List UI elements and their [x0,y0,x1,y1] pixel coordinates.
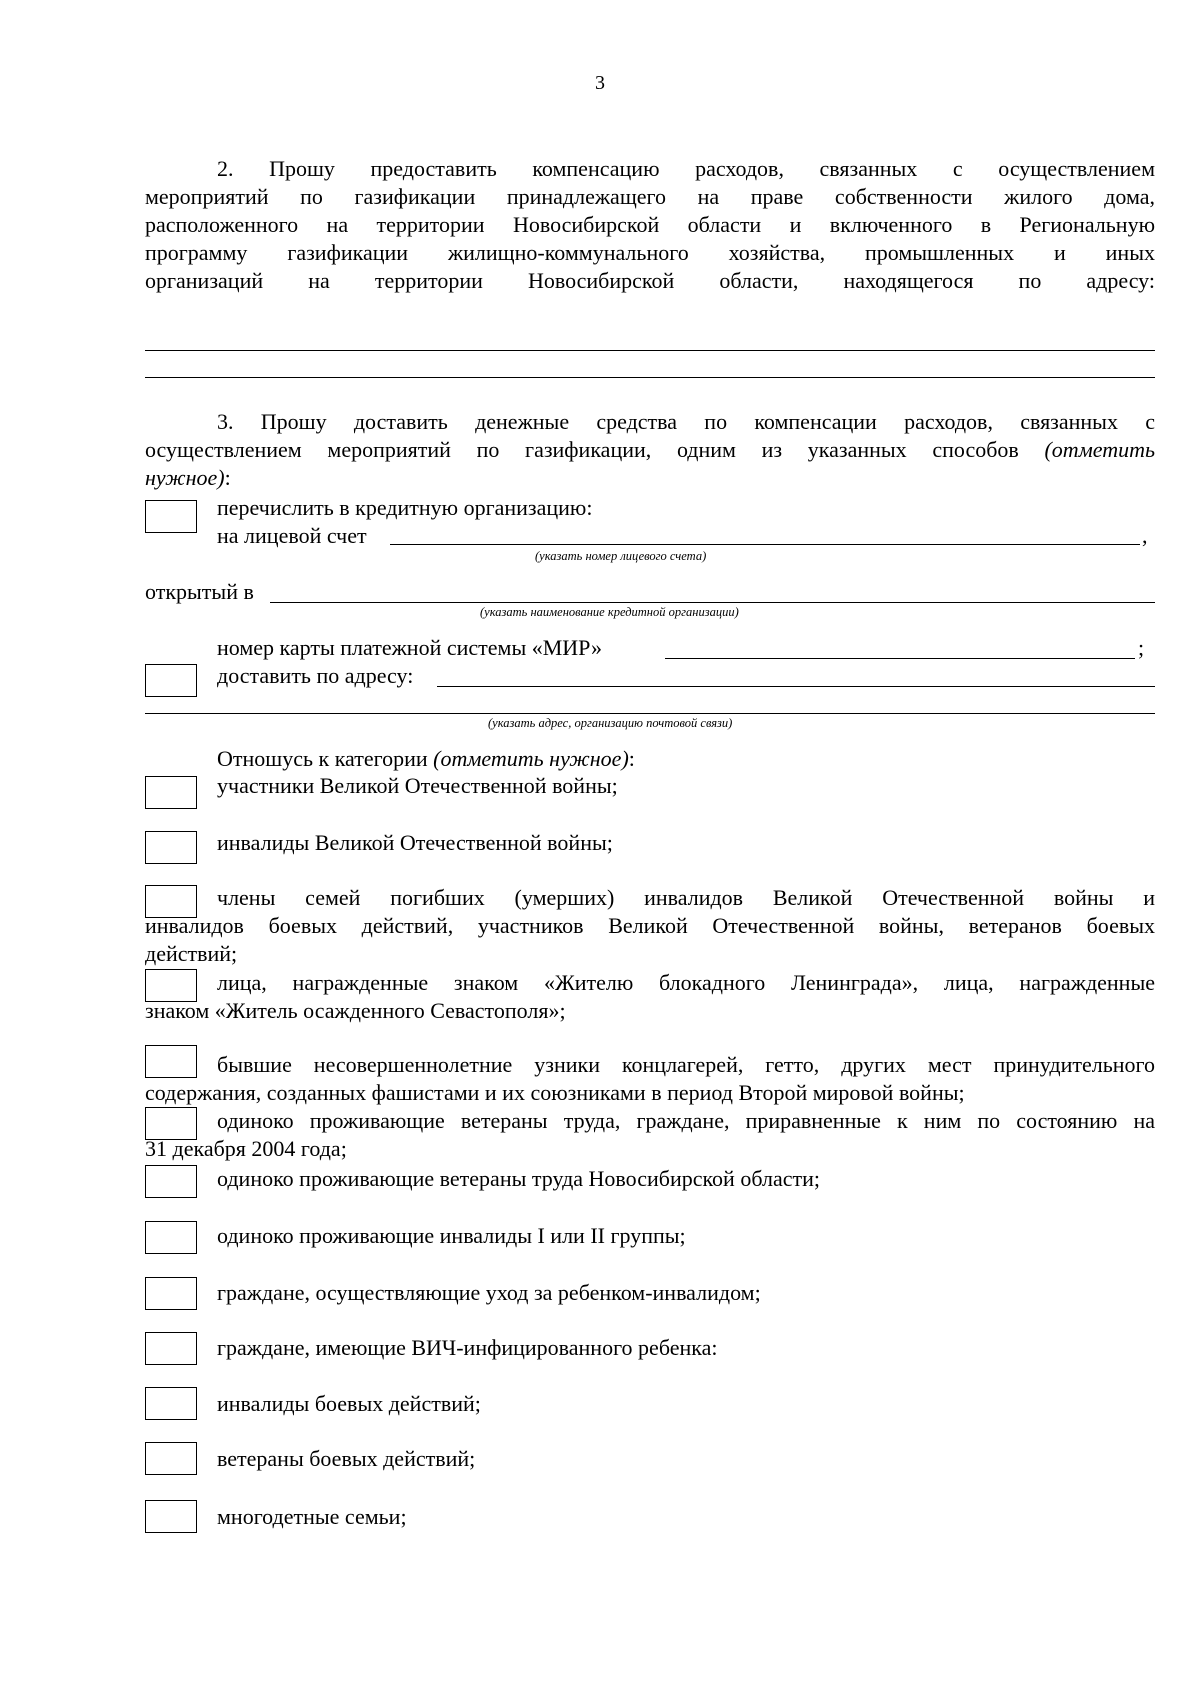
category-item: многодетные семьи; [217,1504,407,1529]
account-number-line[interactable] [390,544,1140,545]
deliver-address-line-1[interactable] [437,686,1155,687]
category-heading-italic: (отметить нужное) [433,746,629,771]
deliver-address-line-2[interactable] [145,713,1155,714]
section-2-line: программу газификации жилищно-коммунального хозяйства, промышленных и иных [145,240,1155,265]
account-label: на лицевой счет [217,523,367,548]
card-number-line[interactable] [665,658,1135,659]
section-2-line: мероприятий по газификации принадлежащего на праве собственности жилого дома, [145,184,1155,209]
category-line: лица, награжденные знаком «Жителю блокадного Ленинграда», лица, награжденные [217,970,1155,995]
category-line: одиноко проживающие ветераны труда, граждане, приравненные к ним по состоянию на [217,1108,1155,1133]
category-checkbox[interactable] [145,1500,197,1533]
section-2-line: расположенного на территории Новосибирской области и включенного в Региональную [145,212,1155,237]
category-line: бывшие несовершеннолетние узники концлагерей, гетто, других мест принудительного [217,1052,1155,1077]
category-line: знаком «Житель осажденного Севастополя»; [145,998,566,1023]
category-heading [217,745,635,773]
section-3-line: 3. Прошу доставить денежные средства по компенсации расходов, связанных с [217,409,1155,434]
category-checkbox[interactable] [145,1332,197,1365]
category-item-multiline [145,969,1155,1025]
section-2-paragraph [145,155,1155,295]
category-line: инвалидов боевых действий, участников Великой Отечественной войны, ветеранов боевых [145,913,1155,938]
card-tail: ; [1138,635,1145,660]
category-item: участники Великой Отечественной войны; [217,773,618,798]
section-3-line [145,464,1155,492]
category-line: содержания, созданных фашистами и их союзниками в период Второй мировой войны; [145,1080,965,1105]
section-3-line [145,436,1155,464]
category-item: одиноко проживающие инвалиды I или II группы; [217,1223,686,1248]
section-3-line2-italic: (отметить [1044,437,1155,462]
category-item: ветераны боевых действий; [217,1446,476,1471]
category-heading-text: Отношусь к категории [217,746,428,771]
category-checkbox[interactable] [145,1221,197,1254]
card-label: номер карты платежной системы «МИР» [217,635,602,660]
section-2-line: организаций на территории Новосибирской области, находящегося по адресу: [145,268,1155,293]
opened-label: открытый в [145,579,254,604]
bank-name-line[interactable] [270,602,1155,603]
category-item: инвалиды Великой Отечественной войны; [217,830,613,855]
section-3-line3-tail: : [224,465,231,490]
category-checkbox[interactable] [145,1165,197,1198]
category-item: одиноко проживающие ветераны труда Новосибирской области; [217,1166,820,1191]
section-3-paragraph [145,408,1155,492]
transfer-checkbox[interactable] [145,500,197,533]
category-line: 31 декабря 2004 года; [145,1136,347,1161]
category-checkbox[interactable] [145,1277,197,1310]
page-number: 3 [595,72,605,94]
address-line-2[interactable] [145,377,1155,378]
section-3-line2-text: осуществлением мероприятий по газификации, одним из указанных способов [145,437,1019,462]
transfer-label: перечислить в кредитную организацию: [217,495,593,520]
address-line-1[interactable] [145,350,1155,351]
deliver-caption: (указать адрес, организацию почтовой связи) [488,716,733,730]
category-item-multiline [145,1051,1155,1107]
deliver-checkbox[interactable] [145,664,197,697]
category-line: действий; [145,941,238,966]
account-caption: (указать номер лицевого счета) [535,549,707,563]
category-item-multiline [145,1107,1155,1163]
category-line: члены семей погибших (умерших) инвалидов Великой Отечественной войны и [217,885,1155,910]
category-item: граждане, имеющие ВИЧ-инфицированного ребенка: [217,1335,718,1360]
section-2-line: 2. Прошу предоставить компенсацию расходов, связанных с осуществлением [217,156,1155,181]
category-checkbox[interactable] [145,1442,197,1475]
bank-caption: (указать наименование кредитной организации) [480,605,739,619]
category-item-multiline [145,884,1155,968]
category-checkbox[interactable] [145,831,197,864]
category-checkbox[interactable] [145,1387,197,1420]
category-checkbox[interactable] [145,776,197,809]
category-item: граждане, осуществляющие уход за ребенком-инвалидом; [217,1280,761,1305]
section-3-line3-italic: нужное) [145,465,225,490]
category-heading-tail: : [628,746,635,771]
deliver-label: доставить по адресу: [217,663,414,688]
account-tail: , [1142,523,1148,548]
category-item: инвалиды боевых действий; [217,1391,481,1416]
